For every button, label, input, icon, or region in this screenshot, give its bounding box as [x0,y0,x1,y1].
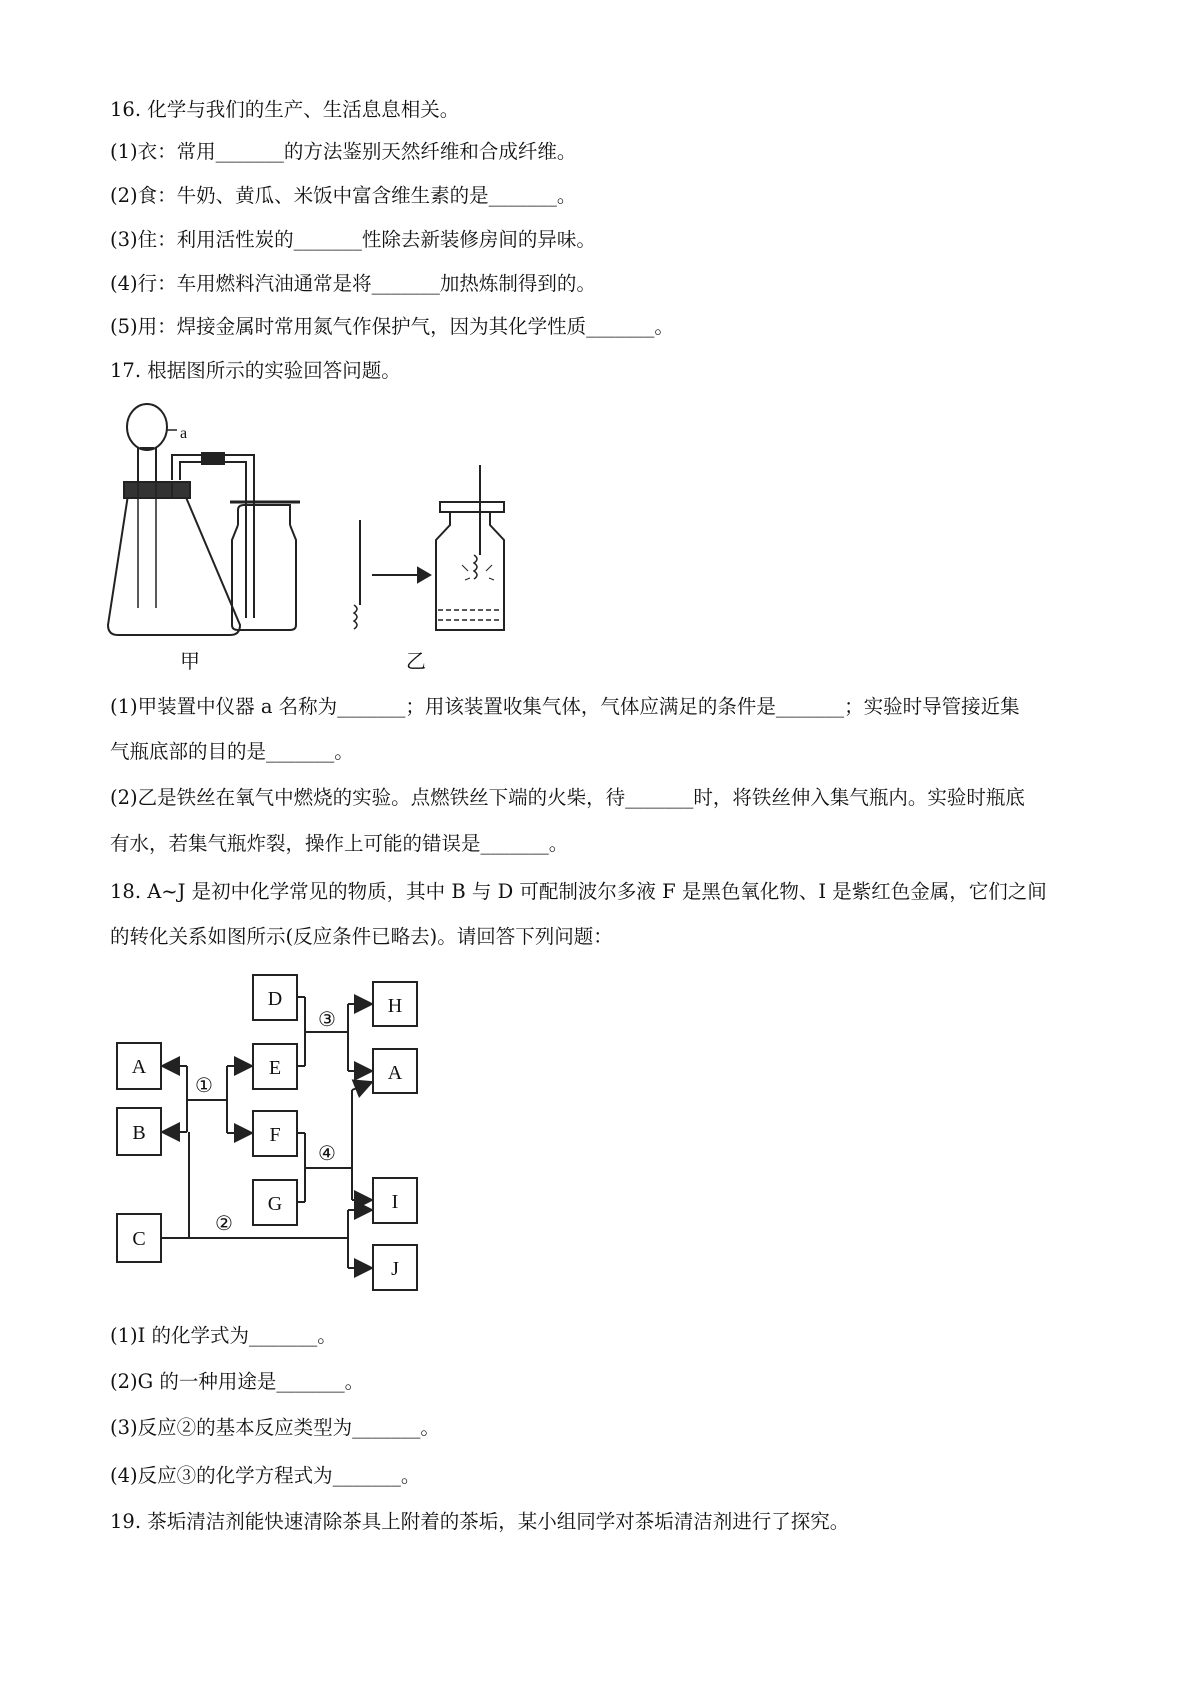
q16-item-4: (4)行：车用燃料汽油通常是将_______加热炼制得到的。 [110,272,596,295]
q18-item-1: (1)I 的化学式为_______。 [110,1324,337,1347]
q17-item-2-line2: 有水，若集气瓶炸裂，操作上可能的错误是_______。 [110,832,569,855]
q17-item-1-line1: (1)甲装置中仪器 a 名称为_______；用该装置收集气体，气体应满足的条件是_______；实验时导管接近集 [110,695,1020,718]
q16-item-3: (3)住：利用活性炭的_______性除去新装修房间的异味。 [110,228,596,251]
box-h [373,982,417,1026]
svg-text:C: C [132,1228,146,1250]
reaction-3-label: ③ [318,1009,336,1031]
box-g [253,1180,297,1225]
q17-title: 17. 根据图所示的实验回答问题。 [110,359,401,382]
box-j [373,1245,417,1290]
q17-item-2-line1: (2)乙是铁丝在氧气中燃烧的实验。点燃铁丝下端的火柴，待_______时，将铁丝伸入集气瓶内。实验时瓶底 [110,786,1025,809]
box-i [373,1178,417,1223]
box-f [253,1111,297,1156]
svg-text:F: F [269,1124,281,1146]
q18-item-3: (3)反应②的基本反应类型为_______。 [110,1416,440,1439]
box-b [117,1108,161,1155]
q16-item-5: (5)用：焊接金属时常用氮气作保护气，因为其化学性质_______。 [110,315,674,338]
svg-text:G: G [267,1193,283,1215]
svg-text:A: A [131,1056,147,1078]
q18-line2: 的转化关系如图所示(反应条件已略去)。请回答下列问题： [110,925,613,948]
q18-item-4: (4)反应③的化学方程式为_______。 [110,1464,421,1487]
q17-item-1-line2: 气瓶底部的目的是_______。 [110,740,354,763]
svg-text:A: A [387,1062,403,1084]
caption-yi: 乙 [406,649,426,673]
reaction-4-lines [297,1082,372,1202]
label-a: a [180,425,188,442]
box-d [253,975,297,1020]
reaction-2-label: ② [215,1213,233,1235]
box-e [253,1044,297,1089]
box-a-left [117,1043,161,1089]
reaction-1-label: ① [195,1075,213,1097]
box-a-right [373,1049,417,1093]
q16-item-2: (2)食：牛奶、黄瓜、米饭中富含维生素的是_______。 [110,184,577,207]
q16-item-1: (1)衣：常用_______的方法鉴别天然纤维和合成纤维。 [110,140,577,163]
caption-jia: 甲 [180,649,200,673]
svg-text:E: E [268,1057,282,1079]
svg-text:H: H [387,995,403,1017]
box-c [117,1214,161,1262]
svg-text:J: J [391,1258,399,1280]
svg-text:B: B [132,1122,146,1144]
svg-text:I: I [391,1191,399,1213]
q16-title: 16. 化学与我们的生产、生活息息相关。 [110,98,460,121]
q19-title: 19. 茶垢清洁剂能快速清除茶具上附着的茶垢，某小组同学对茶垢清洁剂进行了探究。 [110,1510,850,1533]
reaction-2-lines [161,1132,372,1268]
svg-text:D: D [267,988,283,1010]
q18-line1: 18. A~J 是初中化学常见的物质，其中 B 与 D 可配制波尔多液 F 是黑色氧化物、I 是紫红色金属，它们之间 [110,880,1047,903]
reaction-4-label: ④ [318,1143,336,1165]
q18-item-2: (2)G 的一种用途是_______。 [110,1370,365,1393]
